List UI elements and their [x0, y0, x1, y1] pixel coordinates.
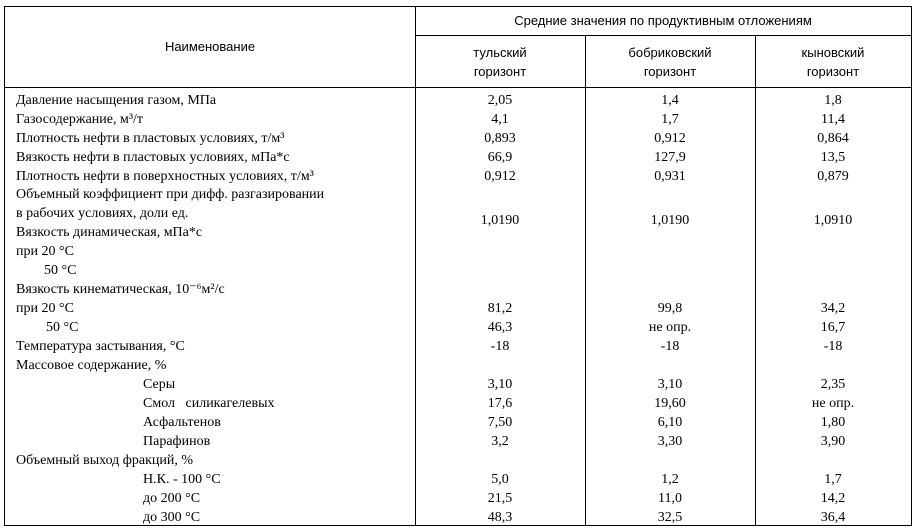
row-value-col1: 81,2: [487, 301, 513, 316]
header-col2-line1: бобриковский: [628, 45, 712, 60]
row-value-col2: 1,0190: [650, 213, 690, 228]
row-value-col2: 99,8: [657, 301, 683, 316]
row-label: Газосодержание, м³/т: [16, 112, 144, 127]
row-value-col2: 3,10: [657, 377, 683, 392]
row-value-col1: 0,893: [484, 131, 516, 146]
row-value-col1: 3,2: [491, 434, 509, 449]
row-value-col3: 16,7: [820, 320, 846, 335]
header-col1-line2: горизонт: [473, 64, 527, 79]
row-label: Вязкость кинематическая, 10⁻⁶м²/с: [16, 282, 225, 297]
header-col3-line1: кыновский: [801, 45, 865, 60]
header-col1-line1: тульский: [473, 45, 527, 60]
row-value-col1: 3,10: [487, 377, 513, 392]
properties-table: [4, 6, 912, 526]
divider-name-col: [415, 7, 416, 525]
row-value-col2: 127,9: [654, 150, 686, 165]
row-value-col3: 3,90: [820, 434, 846, 449]
row-value-col3: 34,2: [820, 301, 846, 316]
row-label: Вязкость динамическая, мПа*с: [16, 225, 203, 240]
row-value-col3: 36,4: [820, 510, 846, 525]
row-label: Серы: [143, 377, 176, 392]
row-value-col1: 48,3: [487, 510, 513, 525]
row-value-col2: 0,931: [654, 169, 686, 184]
row-value-col2: 1,7: [661, 112, 679, 127]
row-value-col2: 0,912: [654, 131, 686, 146]
row-value-col3: 14,2: [820, 491, 846, 506]
divider-header: [5, 87, 911, 88]
header-col3-line2: горизонт: [806, 64, 860, 79]
row-value-col2: не опр.: [648, 320, 692, 335]
row-label: Давление насыщения газом, МПа: [16, 93, 217, 108]
row-value-col1: 17,6: [487, 396, 513, 411]
row-value-col1: 0,912: [484, 169, 516, 184]
row-label: Н.К. - 100 °С: [143, 472, 221, 487]
row-label: 50 °С: [46, 320, 79, 335]
row-value-col1: 46,3: [487, 320, 513, 335]
row-label: Парафинов: [143, 434, 211, 449]
row-label: Температура застывания, °С: [16, 339, 185, 354]
row-label: в рабочих условиях, доли ед.: [16, 206, 189, 221]
header-col3: [755, 43, 911, 81]
row-value-col3: 0,864: [817, 131, 849, 146]
header-col1: [415, 43, 585, 81]
row-label: Массовое содержание, %: [16, 358, 167, 373]
row-label: Смол силикагелевых: [143, 396, 275, 411]
row-label: Вязкость нефти в пластовых условиях, мПа*с: [16, 150, 290, 165]
divider-col1: [585, 35, 586, 525]
row-label: при 20 °С: [16, 301, 74, 316]
row-label: при 20 °С: [16, 244, 74, 259]
divider-col2: [755, 35, 756, 525]
row-value-col3: 11,4: [821, 112, 845, 127]
row-label: Асфальтенов: [143, 415, 221, 430]
row-value-col3: 13,5: [820, 150, 846, 165]
row-value-col2: -18: [660, 339, 680, 354]
row-label: Объемный коэффициент при дифф. разгазировании: [16, 187, 325, 202]
row-value-col3: -18: [823, 339, 843, 354]
row-value-col3: 2,35: [820, 377, 846, 392]
header-group: Средние значения по продуктивным отложениям: [514, 13, 812, 28]
header-col2: [585, 43, 755, 81]
row-value-col1: 5,0: [491, 472, 509, 487]
row-value-col1: 2,05: [487, 93, 513, 108]
row-value-col1: -18: [490, 339, 510, 354]
row-value-col3: 1,7: [824, 472, 842, 487]
row-value-col1: 1,0190: [480, 213, 520, 228]
row-value-col2: 32,5: [657, 510, 683, 525]
row-value-col2: 6,10: [657, 415, 683, 430]
header-name: Наименование: [164, 39, 256, 54]
row-value-col3: не опр.: [811, 396, 855, 411]
row-value-col3: 1,80: [820, 415, 846, 430]
row-value-col2: 19,60: [654, 396, 686, 411]
row-value-col3: 1,0910: [813, 213, 853, 228]
row-value-col2: 1,2: [661, 472, 679, 487]
row-value-col1: 7,50: [487, 415, 513, 430]
row-value-col1: 21,5: [487, 491, 513, 506]
row-value-col3: 0,879: [817, 169, 849, 184]
row-value-col2: 1,4: [661, 93, 679, 108]
row-value-col1: 4,1: [491, 112, 509, 127]
row-value-col2: 11,0: [658, 491, 682, 506]
row-value-col2: 3,30: [657, 434, 683, 449]
row-label: Плотность нефти в поверхностных условиях, т/м³: [16, 169, 314, 184]
row-label: до 300 °С: [143, 510, 201, 525]
row-label: Объемный выход фракций, %: [16, 453, 194, 468]
row-value-col3: 1,8: [824, 93, 842, 108]
row-label: до 200 °С: [143, 491, 201, 506]
row-label: 50 °С: [44, 263, 77, 278]
row-value-col1: 66,9: [487, 150, 513, 165]
divider-group: [415, 35, 911, 36]
header-col2-line2: горизонт: [643, 64, 697, 79]
row-label: Плотность нефти в пластовых условиях, т/м³: [16, 131, 285, 146]
